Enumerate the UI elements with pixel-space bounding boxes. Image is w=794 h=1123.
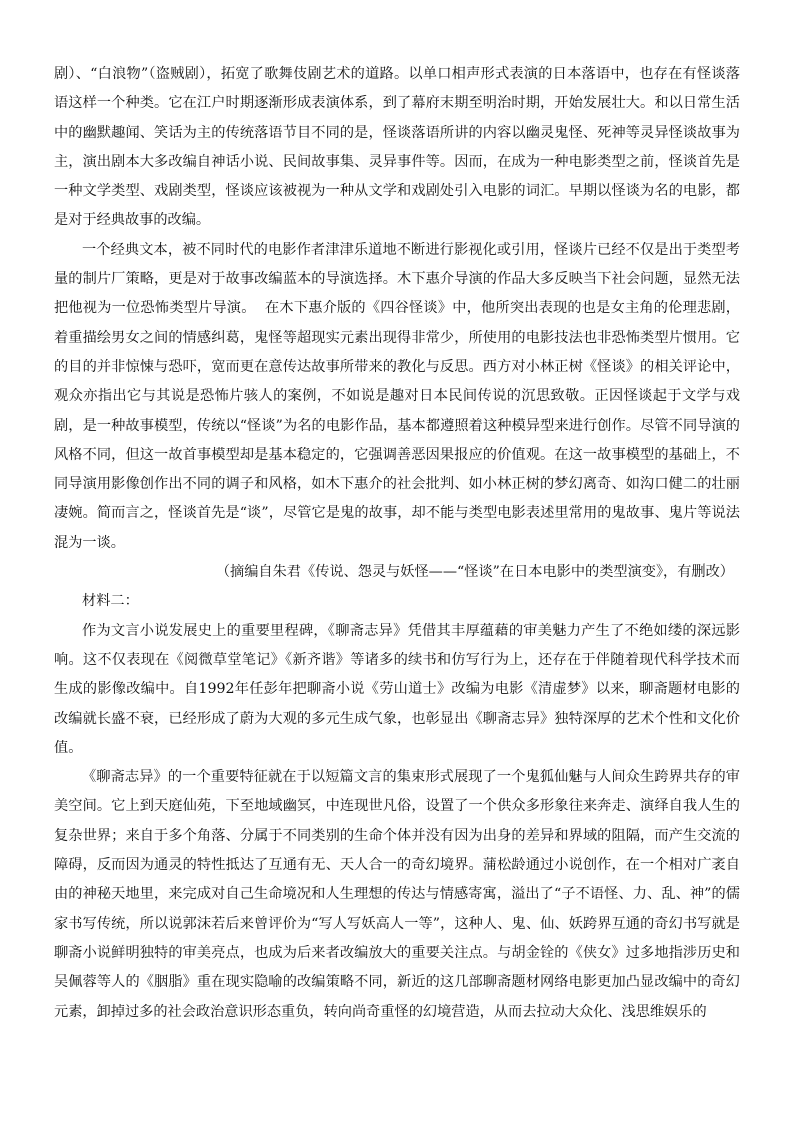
paragraph-liaozhai-influence: 作为文言小说发展史上的重要里程碑，《聊斋志异》凭借其丰厚蕴藉的审美魅力产生了不绝如缕的深远影响。这不仅表现在《阅微草堂笔记》《新齐谐》等诸多的续书和仿写行为上，还存在于伴随着现代科学技术而生成的影像改编中。自1992年任彭年把聊斋小说《劳山道士》改编为电影《清虚梦》以来，聊斋题材电影的改编就长盛不衰，已经形成了蔚为大观的多元生成气象，也彰显出《聊斋志异》独特深厚的艺术个性和文化价值。 — [54, 622, 740, 756]
section-heading-material-2: 材料二： — [82, 593, 139, 610]
paragraph-liaozhai-feature: 《聊斋志异》的一个重要特征就在于以短篇文言的集束形式展现了一个鬼狐仙魅与人间众生跨界共存的审美空间。它上到天庭仙苑，下至地域幽冥，中连现世凡俗，设置了一个供众多形象往来奔走、演绎自我人生的复杂世界；来自于多个角落、分属于不同类别的生命个体并没有因为出身的差异和界域的阻隔，而产生交流的障碍，反而因为通灵的特性抵达了互通有无、天人合一的奇幻境界。蒲松龄通过小说创作，在一个相对广袤自由的神秘天地里，来完成对自己生命境况和人生理想的传达与情感寄寓，溢出了“子不语怪、力、乱、神”的儒家书写传统，所以说郭沫若后来曾评价为“写人写妖高人一等”，这种人、鬼、仙、妖跨界互通的奇幻书写就是聊斋小说鲜明独特的审美亮点，也成为后来者改编放大的重要关注点。与胡金铨的《侠女》过多地指涉历史和吴佩蓉等人的《胭脂》重在现实隐喻的改编策略不同，新近的这几部聊斋题材网络电影更加凸显改编中的奇幻元素，卸掉过多的社会政治意识形态重负，转向尚奇重怪的幻境营造，从而去拉动大众化、浅思维娱乐的 — [54, 769, 740, 1020]
source-citation: （摘编自朱君《传说、怨灵与妖怪——“怪谈”在日本电影中的类型演变》，有删改） — [215, 564, 734, 581]
paragraph-classic-text: 一个经典文本，被不同时代的电影作者津津乐道地不断进行影视化或引用，怪谈片已经不仅是出于类型考量的制片厂策略，更是对于故事改编蓝本的导演选择。木下惠介导演的作品大多反映当下社会问题，显然无法把他视为一位恐怖类型片导演。 在木下惠介版的《四谷怪谈》中，他所突出表现的也是女主角的伦理悲剧，着重描绘男女之间的情感纠葛，鬼怪等超现实元素出现得非常少，所使用的电影技法也非恐怖类型片惯用。它的目的并非惊悚与恐吓，宽而更在意传达故事所带来的教化与反思。西方对小林正树《怪谈》的相关评论中，观众亦指出它与其说是恐怖片骇人的案例，不如说是趣对日本民间传说的沉思致敬。正因怪谈起于文学与戏剧，是一种故事模型，传统以“怪谈”为名的电影作品，基本都遵照着这种模异型来进行创作。尽管不同导演的风格不同，但这一故首事模型却是基本稳定的，它强调善恶因果报应的价值观。在这一故事模型的基础上，不同导演用影像创作出不同的调子和风格，如木下惠介的社会批判、如小林正树的梦幻离奇、如沟口健二的壮丽凄婉。简而言之，怪谈首先是“谈”，尽管它是鬼的故事，却不能与类型电影表述里常用的鬼故事、鬼片等说法混为一谈。 — [54, 241, 740, 551]
paragraph-continued: 剧）、“白浪物”（盗贼剧），拓宽了歌舞伎剧艺术的道路。以单口相声形式表演的日本落语中，也存在有怪谈落语这样一个种类。它在江户时期逐渐形成表演体系，到了幕府末期至明治时期，开始发展壮大。和以日常生活中的幽默趣闻、笑话为主的传统落语节目不同的是，怪谈落语所讲的内容以幽灵鬼怪、死神等灵异怪谈故事为主，演出剧本大多改编自神话小说、民间故事集、灵异事件等。因而，在成为一种电影类型之前，怪谈首先是一种文学类型、戏剧类型，怪谈应该被视为一种从文学和戏剧处引入电影的词汇。早期以怪谈为名的电影，都是对于经典故事的改编。 — [54, 66, 740, 229]
document-page — [54, 60, 740, 1027]
